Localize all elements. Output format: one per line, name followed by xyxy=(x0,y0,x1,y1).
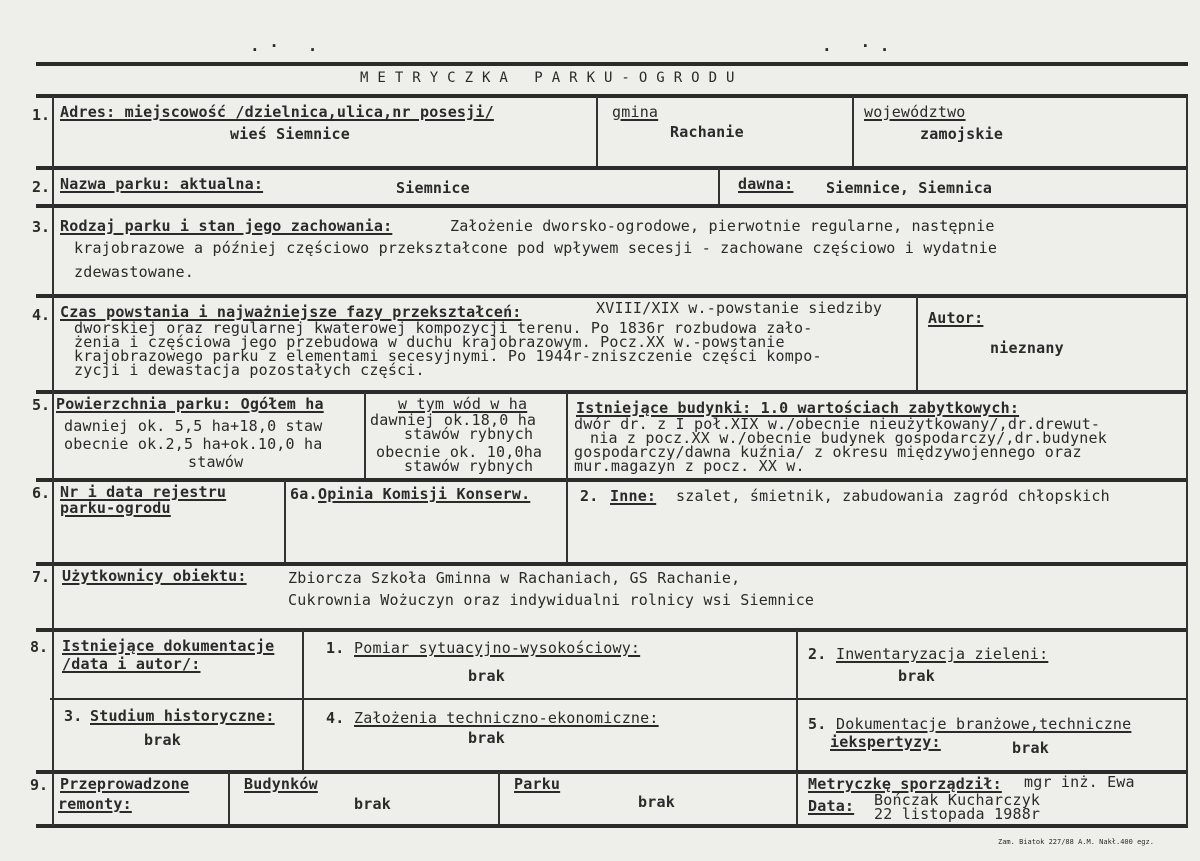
survey-value: brak xyxy=(468,667,505,685)
divider xyxy=(852,96,854,166)
rule xyxy=(36,204,1188,208)
branch-docs-label: iekspertyzy: xyxy=(830,733,941,751)
rule xyxy=(36,94,1188,98)
tech-econ-value: brak xyxy=(468,729,505,747)
park-type-text: krajobrazowe a później częściowo przekształcone pod wpływem secesji - zachowane częściowo i wydatnie xyxy=(74,239,998,257)
doc-item-number: 5. xyxy=(808,715,827,733)
author-value: nieznany xyxy=(990,339,1064,357)
date-value: 22 listopada 1988r xyxy=(874,805,1041,823)
history-text: krajobrazowego parku z elementami secesyjnymi. Po 1944r-zniszczenie części kompo- xyxy=(74,347,822,365)
branch-docs-value: brak xyxy=(1012,739,1049,757)
documentation-label: /data i autor/: xyxy=(62,655,201,673)
park-type-text: Założenie dworsko-ogrodowe, pierwotnie regularne, następnie xyxy=(450,217,995,235)
rule xyxy=(36,562,1188,566)
address-label: Adres: miejscowość /dzielnica,ulica,nr posesji/ xyxy=(60,103,494,121)
prepared-by-value: mgr inż. Ewa xyxy=(1024,773,1135,791)
park-renovation-value: brak xyxy=(638,793,675,811)
doc-item-number: 2. xyxy=(808,645,827,663)
voivodeship-value: zamojskie xyxy=(920,125,1004,143)
address-value: wieś Siemnice xyxy=(230,125,350,143)
author-label: Autor: xyxy=(928,309,984,327)
water-text: stawów rybnych xyxy=(404,457,534,475)
bottom-rule xyxy=(36,824,1188,828)
greenery-inventory-label: Inwentaryzacja zieleni: xyxy=(836,645,1049,663)
park-type-label: Rodzaj parku i stan jego zachowania: xyxy=(60,217,393,235)
water-text: stawów rybnych xyxy=(404,425,534,443)
divider xyxy=(718,168,720,204)
divider xyxy=(796,772,798,824)
section-number: 9. xyxy=(30,776,49,794)
section-number: 5. xyxy=(32,396,51,414)
divider xyxy=(228,772,230,824)
park-type-text: zdewastowane. xyxy=(74,263,194,281)
buildings-text: gospodarczy/dawna kuźnia/ z okresu międzywojennego oraz xyxy=(574,443,1082,461)
divider xyxy=(916,296,918,390)
documentation-label: Istniejące dokumentacje xyxy=(62,637,275,655)
other-number: 2. xyxy=(580,487,599,505)
park-name-former: Siemnice, Siemnica xyxy=(826,179,993,197)
prepared-by-label: Metryczkę sporządził: xyxy=(808,775,1002,793)
section-number: 1. xyxy=(32,106,51,124)
area-text: obecnie ok.2,5 ha+ok.10,0 ha xyxy=(64,435,323,453)
top-rule xyxy=(36,62,1188,66)
park-name-label: Nazwa parku: aktualna: xyxy=(60,175,264,193)
opinion-number: 6a. xyxy=(290,485,318,503)
historical-study-label: Studium historyczne: xyxy=(90,707,275,725)
divider xyxy=(566,392,568,562)
buildings-text: nia z pocz.XX w./obecnie budynek gospodarczy/,dr.budynek xyxy=(590,429,1107,447)
prepared-by-name: Bończak Kucharczyk xyxy=(874,791,1041,809)
park-name-former-label: dawna: xyxy=(738,175,794,193)
paper-speck: . · . xyxy=(250,36,318,55)
card-title: METRYCZKA PARKU-OGRODU xyxy=(360,70,744,86)
divider xyxy=(284,480,286,562)
history-text: zycji i dewastacja pozostałych części. xyxy=(74,361,425,379)
buildings-text: dwór dr. z I poł.XIX w./obecnie nieużytkowany/,dr.drewut- xyxy=(574,415,1101,433)
left-border xyxy=(52,96,54,826)
users-text: Cukrownia Wożuczyn oraz indywidualni rolnicy wsi Siemnice xyxy=(288,591,815,609)
date-label: Data: xyxy=(808,797,855,815)
doc-item-number: 1. xyxy=(326,639,345,657)
buildings-text: mur.magazyn z pocz. XX w. xyxy=(574,457,805,475)
section-number: 6. xyxy=(32,484,51,502)
users-label: Użytkownicy obiektu: xyxy=(62,567,247,585)
area-text: dawniej ok. 5,5 ha+18,0 staw xyxy=(64,417,323,435)
divider xyxy=(498,772,500,824)
history-text: żenia i częściowa jego przebudowa w duchu krajobrazowym. Pocz.XX w.-powstanie xyxy=(74,333,785,351)
section-number: 8. xyxy=(30,638,49,656)
buildings-renovation-label: Budynków xyxy=(244,775,318,793)
opinion-label: Opinia Komisji Konserw. xyxy=(318,485,531,503)
area-label: Powierzchnia parku: Ogółem ha xyxy=(56,395,324,413)
gmina-value: Rachanie xyxy=(670,123,744,141)
divider xyxy=(302,630,304,770)
print-note: Zam. Biatok 227/88 A.M. Nakł.400 egz. xyxy=(998,838,1154,846)
survey-label: Pomiar sytuacyjno-wysokościowy: xyxy=(354,639,641,657)
section-number: 2. xyxy=(32,178,51,196)
register-label: Nr i data rejestru xyxy=(60,483,227,501)
park-name-current: Siemnice xyxy=(396,179,470,197)
paper-speck: . · . xyxy=(822,36,890,55)
voivodeship-label: województwo xyxy=(864,103,966,121)
rule-thin xyxy=(50,698,1188,700)
renovations-label: remonty: xyxy=(58,795,132,813)
rule xyxy=(36,294,1188,298)
water-label: w tym wód w ha xyxy=(398,395,528,413)
history-label: Czas powstania i najważniejsze fazy przekształceń: xyxy=(60,303,522,321)
section-number: 3. xyxy=(32,218,51,236)
buildings-renovation-value: brak xyxy=(354,795,391,813)
divider xyxy=(364,392,366,478)
divider xyxy=(796,630,798,770)
section-number: 4. xyxy=(32,306,51,324)
rule xyxy=(36,390,1188,394)
rule xyxy=(36,478,1188,482)
right-border xyxy=(1186,96,1188,826)
area-text: stawów xyxy=(188,453,244,471)
doc-item-number: 4. xyxy=(326,709,345,727)
history-text: dworskiej oraz regularnej kwaterowej kompozycji terenu. Po 1836r rozbudowa zało- xyxy=(74,319,813,337)
section-number: 7. xyxy=(32,568,51,586)
other-value: szalet, śmietnik, zabudowania zagród chłopskich xyxy=(676,487,1110,505)
water-text: obecnie ok. 10,0ha xyxy=(376,443,543,461)
gmina-label: gmina xyxy=(612,103,659,121)
rule xyxy=(36,166,1188,170)
park-renovation-label: Parku xyxy=(514,775,561,793)
tech-econ-label: Założenia techniczno-ekonomiczne: xyxy=(354,709,659,727)
renovations-label: Przeprowadzone xyxy=(60,775,190,793)
branch-docs-label: Dokumentacje branżowe,techniczne xyxy=(836,715,1132,733)
history-text: XVIII/XIX w.-powstanie siedziby xyxy=(596,299,883,317)
users-text: Zbiorcza Szkoła Gminna w Rachaniach, GS Rachanie, xyxy=(288,569,741,587)
historical-study-value: brak xyxy=(144,731,181,749)
doc-item-number: 3. xyxy=(64,707,83,725)
buildings-label: Istniejące budynki: 1.0 wartościach zabytkowych: xyxy=(576,399,1020,417)
register-label: parku-ogrodu xyxy=(60,499,171,517)
divider xyxy=(596,96,598,166)
water-text: dawniej ok.18,0 ha xyxy=(370,411,537,429)
rule xyxy=(36,770,1188,774)
other-label: Inne: xyxy=(610,487,657,505)
greenery-inventory-value: brak xyxy=(898,667,935,685)
rule xyxy=(36,628,1188,632)
